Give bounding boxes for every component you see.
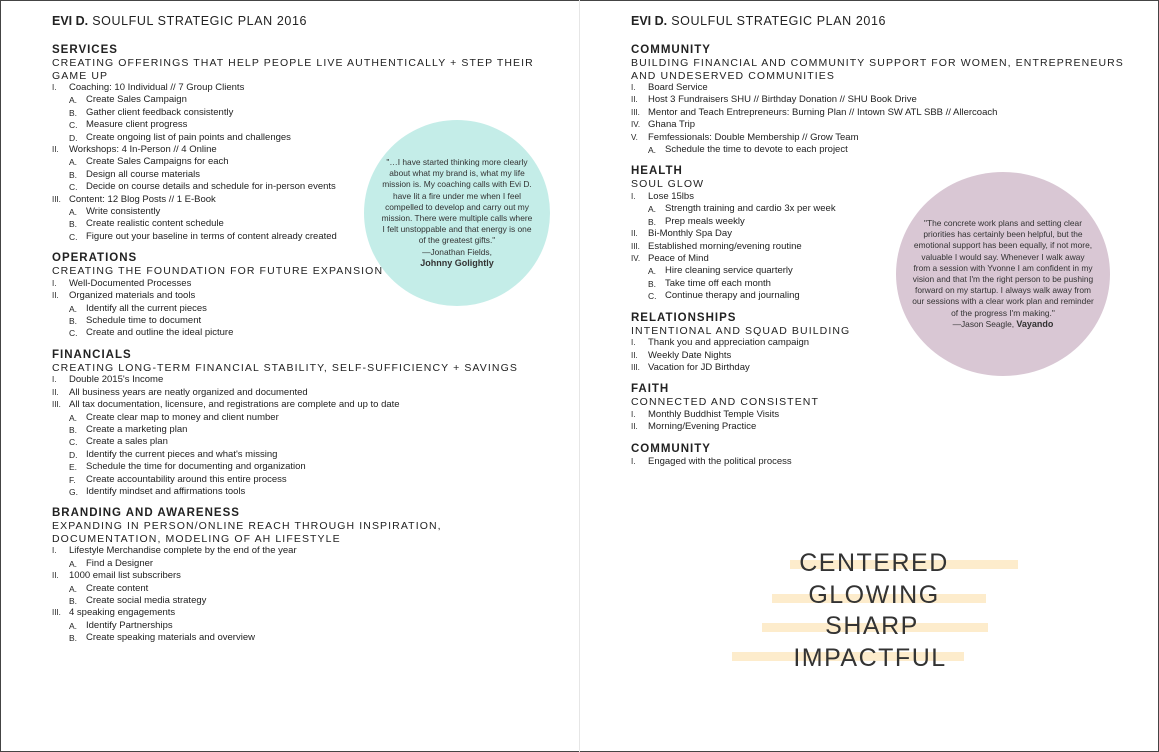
quote-company: Vayando [1016, 318, 1054, 329]
list-item-text: Strength training and cardio 3x per week [665, 203, 836, 215]
list-marker: I. [631, 409, 636, 419]
list-marker: A. [648, 266, 657, 277]
list-marker: I. [631, 338, 636, 348]
list-item-text: Femfessionals: Double Membership // Grow Team [648, 131, 859, 143]
list-marker: A. [69, 303, 78, 314]
testimonial-circle-right [896, 172, 1110, 376]
list-item [631, 409, 1131, 421]
values-word-block [732, 548, 1022, 673]
list-item-text: Monthly Buddhist Temple Visits [648, 408, 780, 420]
list-marker: III. [631, 241, 640, 251]
sub-list-item [52, 632, 542, 644]
list-item-text: Schedule the time to devote to each project [665, 144, 848, 156]
section-subheading: BUILDING FINANCIAL AND COMMUNITY SUPPORT FOR WOMEN, ENTREPRENEURS AND UNDESERVED COMMUNITIES [631, 57, 1124, 82]
section-subheading: CREATING THE FOUNDATION FOR FUTURE EXPANSION [52, 265, 384, 278]
list-marker: C. [648, 291, 657, 302]
list-marker: B. [648, 216, 657, 227]
list-item-text: Identify Partnerships [86, 619, 173, 631]
list-item-text: Take time off each month [665, 277, 771, 289]
list-item-text: Schedule the time for documenting and organization [86, 461, 306, 473]
sub-list-item [52, 107, 542, 119]
outline-list [631, 409, 1131, 434]
list-marker: A. [648, 204, 657, 215]
list-item [631, 94, 1131, 106]
list-marker: B. [69, 596, 78, 606]
section-branding [52, 507, 542, 644]
list-marker: III. [52, 608, 61, 618]
sub-list-item [52, 327, 542, 339]
section-faith [631, 383, 1131, 433]
list-item-text: 4 speaking engagements [69, 607, 176, 619]
list-item-text: Create Sales Campaigns for each [86, 156, 229, 168]
section-financials [52, 349, 542, 499]
list-item-text: Create and outline the ideal picture [86, 327, 234, 339]
section-heading: OPERATIONS [52, 252, 138, 265]
sub-list-item [52, 436, 542, 448]
quote-company: Johnny Golightly [420, 257, 494, 268]
outline-list [631, 82, 1131, 156]
list-marker: I. [631, 456, 636, 466]
section-heading: COMMUNITY [631, 44, 711, 56]
list-marker: III. [631, 107, 640, 117]
list-item-text: Write consistently [86, 206, 161, 218]
list-marker: III. [52, 194, 61, 204]
list-item-text: Create speaking materials and overview [86, 632, 255, 644]
list-item-text: Double 2015's Income [69, 374, 164, 386]
value-word: SHARP [825, 612, 919, 640]
sub-list-item [52, 583, 542, 595]
list-item-text: Workshops: 4 In-Person // 4 Online [69, 144, 217, 156]
list-item-text: Established morning/evening routine [648, 240, 802, 252]
sub-list-item [52, 94, 542, 106]
list-item-text: Coaching: 10 Individual // 7 Group Clients [69, 82, 245, 93]
list-item-text: Decide on course details and schedule for in-person events [86, 181, 336, 193]
list-item-text: Peace of Mind [648, 252, 709, 264]
sub-list-item [52, 315, 542, 327]
list-marker: V. [631, 132, 638, 142]
outline-list [52, 374, 542, 498]
sub-list-item [52, 424, 542, 436]
section-heading: FAITH [631, 383, 670, 396]
section-subheading: SOUL GLOW [631, 178, 705, 191]
quote-text: "The concrete work plans and setting clear priorities has certainly been helpful, but the emotional support has been equally, if not more, valuable I would say. Whenever I walk away from a session with Yvonne I am confident in my vision and that I'm the right person to be pushing forward on my startup. I always walk away from our sessions with a clear work plan and reminder of the progress I'm making." [912, 217, 1094, 318]
list-marker: II. [52, 571, 59, 581]
list-marker: II. [52, 387, 59, 397]
list-marker: A. [69, 157, 78, 168]
list-item-text: Gather client feedback consistently [86, 106, 234, 118]
list-marker: D. [69, 132, 78, 143]
list-item [631, 82, 1131, 94]
list-marker: A. [69, 583, 78, 594]
list-marker: C. [69, 328, 78, 339]
sub-list-item [52, 461, 542, 473]
section-subheading: CONNECTED AND CONSISTENT [631, 396, 819, 409]
list-marker: II. [52, 145, 59, 155]
list-item [52, 545, 542, 557]
list-marker: IV. [631, 120, 641, 130]
list-item [631, 362, 1131, 374]
section-community2 [631, 443, 1131, 468]
list-item-text: Lifestyle Merchandise complete by the end of the year [69, 545, 297, 557]
section-heading: HEALTH [631, 165, 683, 178]
page-header: EVI D. SOULFUL STRATEGIC PLAN 2016 [631, 14, 887, 28]
list-item-text: Create ongoing list of pain points and challenges [86, 131, 291, 143]
list-item [631, 421, 1131, 433]
list-marker: I. [52, 278, 57, 288]
list-item-text: Create a marketing plan [86, 423, 188, 435]
section-heading: FINANCIALS [52, 348, 132, 361]
list-item-text: Content: 12 Blog Posts // 1 E-Book [69, 193, 216, 205]
section-subheading: EXPANDING IN PERSON/ONLINE REACH THROUGH INSPIRATION, DOCUMENTATION, MODELING OF AH LIFESTYLE [52, 520, 442, 545]
list-item-text: Ghana Trip [648, 119, 695, 131]
list-marker: B. [69, 633, 78, 644]
outline-list [631, 456, 1131, 468]
list-item-text: Well-Documented Processes [69, 277, 192, 289]
list-marker: A. [69, 620, 78, 631]
section-community [631, 44, 1131, 156]
page-spine [579, 0, 580, 752]
list-marker: II. [631, 95, 638, 105]
list-item-text: Hire cleaning service quarterly [665, 265, 793, 277]
list-marker: B. [69, 316, 78, 326]
list-item-text: Create a sales plan [86, 436, 168, 448]
list-marker: B. [648, 278, 657, 289]
value-word: CENTERED [799, 549, 949, 577]
list-item-text: Create clear map to money and client number [86, 411, 279, 423]
section-heading: RELATIONSHIPS [631, 311, 737, 324]
list-item-text: All tax documentation, licensure, and registrations are complete and up to date [69, 399, 400, 411]
value-word: GLOWING [808, 581, 940, 609]
quote-author: —Jason Seagle, Vayando [952, 318, 1054, 329]
section-heading: SERVICES [52, 44, 118, 56]
list-item-text: Create social media strategy [86, 595, 207, 606]
list-item-text: Morning/Evening Practice [648, 421, 757, 433]
list-marker: III. [631, 362, 640, 372]
list-marker: B. [69, 107, 78, 118]
sub-list-item [52, 474, 542, 486]
list-marker: C. [69, 120, 78, 131]
list-item [52, 374, 542, 386]
list-marker: II. [52, 291, 59, 301]
list-marker: A. [69, 412, 78, 423]
page-header: EVI D. SOULFUL STRATEGIC PLAN 2016 [52, 14, 308, 28]
list-item-text: Measure client progress [86, 119, 188, 131]
quote-author: —Jonathan Fields, [422, 246, 492, 257]
list-item-text: Thank you and appreciation campaign [648, 337, 810, 349]
list-item [52, 387, 542, 399]
list-marker: E. [69, 462, 78, 473]
list-marker: I. [52, 83, 57, 92]
list-item-text: All business years are neatly organized and documented [69, 386, 308, 398]
list-item-text: Figure out your baseline in terms of content already created [86, 230, 337, 242]
quote-text: "…I have started thinking more clearly about what my brand is, what my life mission is. My coaching calls with Evi D. have lit a fire under me when I feel compelled to develop and carry out my mission. There were multiple calls where I felt unstoppable and that energy is one of the greatest gifts." [381, 156, 533, 246]
list-item [631, 456, 1131, 468]
list-item [631, 132, 1131, 144]
list-marker: A. [69, 95, 78, 106]
list-marker: B. [69, 424, 78, 435]
list-marker: C. [69, 182, 78, 193]
list-marker: II. [631, 350, 638, 360]
list-item-text: Find a Designer [86, 557, 154, 569]
list-item-text: Create Sales Campaign [86, 94, 187, 106]
list-item-text: Schedule time to document [86, 315, 202, 326]
list-item-text: Vacation for JD Birthday [648, 361, 750, 373]
sub-list-item [631, 144, 1131, 156]
list-item-text: Design all course materials [86, 168, 201, 180]
list-marker: G. [69, 486, 78, 497]
list-item-text: Identify the current pieces and what's missing [86, 448, 278, 460]
list-marker: I. [52, 375, 57, 385]
list-marker: I. [52, 546, 57, 556]
list-item-text: Create realistic content schedule [86, 218, 224, 230]
list-marker: C. [69, 437, 78, 448]
testimonial-circle-left [364, 120, 550, 306]
list-marker: A. [69, 558, 78, 569]
list-item-text: Host 3 Fundraisers SHU // Birthday Donation // SHU Book Drive [648, 94, 917, 106]
list-item-text: Organized materials and tools [69, 290, 196, 302]
list-item-text: Create accountability around this entire process [86, 473, 287, 485]
value-word: IMPACTFUL [793, 644, 947, 672]
list-marker: D. [69, 449, 78, 460]
section-subheading: CREATING LONG-TERM FINANCIAL STABILITY, SELF-SUFFICIENCY + SAVINGS [52, 361, 518, 374]
sub-list-item [52, 558, 542, 570]
list-item-text: 1000 email list subscribers [69, 570, 181, 582]
list-item-text: Mentor and Teach Entrepreneurs: Burning Plan // Intown SW ATL SBB // Allercoach [648, 106, 998, 118]
left-page [52, 14, 542, 654]
list-item-text: Create content [86, 582, 149, 594]
list-marker: A. [69, 207, 78, 218]
list-item [52, 82, 542, 94]
list-marker: F. [69, 474, 76, 485]
list-marker: IV. [631, 253, 641, 263]
list-item-text: Board Service [648, 82, 708, 93]
list-marker: B. [69, 219, 78, 230]
list-item-text: Identify all the current pieces [86, 302, 207, 314]
list-marker: A. [648, 145, 657, 156]
list-marker: I. [631, 83, 636, 92]
list-item [631, 107, 1131, 119]
list-item-text: Bi-Monthly Spa Day [648, 228, 732, 240]
section-heading: BRANDING AND AWARENESS [52, 507, 240, 520]
sub-list-item [52, 412, 542, 424]
list-marker: II. [631, 229, 638, 239]
list-item-text: Continue therapy and journaling [665, 290, 800, 302]
list-item-text: Prep meals weekly [665, 215, 745, 227]
outline-list [52, 545, 542, 644]
list-item-text: Lose 15lbs [648, 190, 694, 202]
list-item-text: Engaged with the political process [648, 455, 792, 467]
list-item-text: Identify mindset and affirmations tools [86, 485, 246, 497]
sub-list-item [52, 449, 542, 461]
list-item [631, 119, 1131, 131]
list-item [52, 399, 542, 411]
sub-list-item [52, 486, 542, 498]
section-subheading: INTENTIONAL AND SQUAD BUILDING [631, 324, 851, 337]
list-marker: B. [69, 169, 78, 180]
list-item-text: Weekly Date Nights [648, 349, 732, 361]
list-marker: II. [631, 422, 638, 432]
section-heading: COMMUNITY [631, 442, 711, 455]
list-marker: C. [69, 231, 78, 242]
section-subheading: CREATING OFFERINGS THAT HELP PEOPLE LIVE AUTHENTICALLY + STEP THEIR GAME UP [52, 57, 534, 82]
sub-list-item [52, 620, 542, 632]
list-marker: III. [52, 400, 61, 410]
list-item [52, 607, 542, 619]
list-item [52, 570, 542, 582]
list-marker: I. [631, 191, 636, 201]
sub-list-item [52, 595, 542, 607]
